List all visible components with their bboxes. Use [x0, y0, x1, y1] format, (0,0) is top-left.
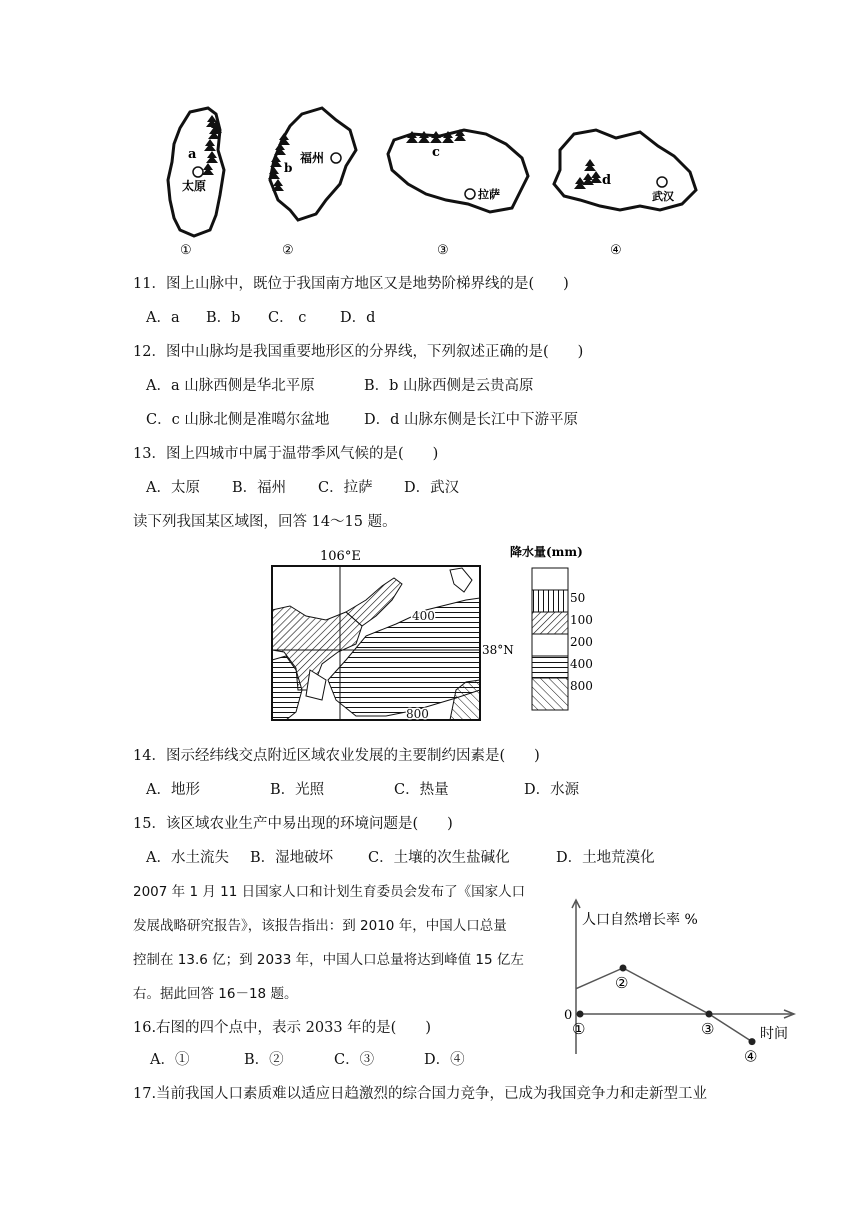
question-12-stem: 12．图中山脉均是我国重要地形区的分界线，下列叙述正确的是( ) [133, 344, 584, 360]
city-marker-wuhan [657, 177, 667, 187]
intro-16-18-line-4: 右。据此回答 16－18 题。 [133, 986, 298, 1002]
question-15-stem: 15．该区域农业生产中易出现的环境问题是( ) [133, 816, 453, 832]
q14-option-a[interactable]: A．地形 [146, 782, 200, 798]
question-14-stem: 14．图示经纬线交点附近区域农业发展的主要制约因素是( ) [133, 748, 540, 764]
question-16-stem: 16.右图的四个点中，表示 2033 年的是( ) [133, 1020, 431, 1036]
legend-50: 50 [570, 591, 586, 605]
q15-option-b[interactable]: B．湿地破坏 [250, 850, 334, 866]
map-label-a: a [188, 147, 197, 162]
map-4-hubei [554, 130, 696, 258]
point-2 [620, 965, 627, 972]
q16-option-c[interactable]: C．③ [334, 1052, 375, 1068]
city-label-fuzhou: 福州 [300, 151, 325, 165]
q11-option-a[interactable]: A．a [146, 310, 180, 326]
q14-option-d[interactable]: D．水源 [524, 782, 580, 798]
intro-16-18-line-2: 发展战略研究报告》，该报告指出：到 2010 年，中国人口总量 [133, 918, 507, 934]
city-label-wuhan: 武汉 [652, 190, 674, 203]
city-label-taiyuan: 太原 [182, 179, 207, 193]
q13-option-c[interactable]: C．拉萨 [318, 480, 373, 496]
q11-option-c[interactable]: C． c [268, 310, 307, 326]
map-label-c: c [432, 145, 440, 160]
lon-label: 106°E [320, 549, 361, 564]
q16-option-d[interactable]: D．④ [424, 1052, 465, 1068]
point-label-1: ① [572, 1020, 586, 1038]
origin-label: 0 [564, 1008, 573, 1023]
map-3-tibet [388, 129, 528, 258]
q11-option-d[interactable]: D．d [340, 310, 376, 326]
question-11-stem: 11．图上山脉中，既位于我国南方地区又是地势阶梯界线的是( ) [133, 276, 569, 292]
point-label-3: ③ [701, 1020, 715, 1038]
map-1-shanxi [168, 108, 224, 258]
city-marker-fuzhou [331, 153, 341, 163]
population-growth-chart [556, 896, 806, 1062]
q13-option-a[interactable]: A．太原 [146, 480, 200, 496]
q12-option-c[interactable]: C．c 山脉北侧是准噶尔盆地 [146, 412, 330, 428]
precip-legend [532, 568, 568, 710]
legend-title: 降水量(mm) [510, 545, 583, 559]
city-label-lasa: 拉萨 [478, 188, 500, 201]
map-number-4: ④ [610, 243, 622, 258]
map-2-fujian [268, 108, 356, 258]
legend-800: 800 [570, 679, 593, 693]
question-13-stem: 13．图上四城市中属于温带季风气候的是( ) [133, 446, 439, 462]
q11-option-b[interactable]: B．b [206, 310, 241, 326]
point-label-2: ② [615, 974, 629, 992]
point-label-4: ④ [744, 1047, 758, 1062]
series-line-fall [623, 968, 752, 1042]
mountain-trees-d [574, 159, 602, 189]
point-4 [749, 1038, 756, 1045]
contour-400-label: 400 [412, 609, 435, 623]
q12-option-b[interactable]: B．b 山脉西侧是云贵高原 [364, 378, 534, 394]
province-maps-figure [150, 100, 710, 260]
q15-option-c[interactable]: C．土壤的次生盐碱化 [368, 850, 510, 866]
q13-option-b[interactable]: B．福州 [232, 480, 287, 496]
q16-option-a[interactable]: A．① [150, 1052, 190, 1068]
map-number-3: ③ [437, 243, 449, 258]
point-1 [577, 1011, 584, 1018]
map-number-1: ① [180, 243, 192, 258]
map-label-b: b [284, 161, 293, 175]
lat-label: 38°N [482, 643, 514, 657]
city-marker-taiyuan [193, 167, 203, 177]
q16-option-b[interactable]: B．② [244, 1052, 284, 1068]
q13-option-d[interactable]: D．武汉 [404, 480, 460, 496]
legend-100: 100 [570, 613, 593, 627]
map-number-2: ② [282, 243, 294, 258]
q14-option-c[interactable]: C．热量 [394, 782, 449, 798]
y-axis-label: 人口自然增长率 % [582, 912, 698, 928]
city-marker-lasa [465, 189, 475, 199]
q12-option-a[interactable]: A．a 山脉西侧是华北平原 [146, 378, 315, 394]
point-3 [706, 1011, 713, 1018]
x-axis-label: 时间 [760, 1026, 788, 1042]
q14-option-b[interactable]: B．光照 [270, 782, 325, 798]
legend-400: 400 [570, 657, 593, 671]
map-label-d: d [602, 173, 612, 188]
intro-16-18-line-1: 2007 年 1 月 11 日国家人口和计划生育委员会发布了《国家人口 [133, 884, 526, 900]
q15-option-d[interactable]: D．土地荒漠化 [556, 850, 655, 866]
question-17-stem: 17.当前我国人口素质难以适应日趋激烈的综合国力竞争，已成为我国竞争力和走新型工业 [133, 1086, 708, 1102]
contour-800-label: 800 [406, 707, 429, 721]
q15-option-a[interactable]: A．水土流失 [146, 850, 229, 866]
intro-14-15: 读下列我国某区域图，回答 14～15 题。 [133, 514, 397, 530]
precipitation-map-figure [266, 540, 596, 730]
legend-200: 200 [570, 635, 593, 649]
intro-16-18-line-3: 控制在 13.6 亿；到 2033 年，中国人口总量将达到峰值 15 亿左 [133, 952, 524, 968]
q12-option-d[interactable]: D．d 山脉东侧是长江中下游平原 [364, 412, 579, 428]
